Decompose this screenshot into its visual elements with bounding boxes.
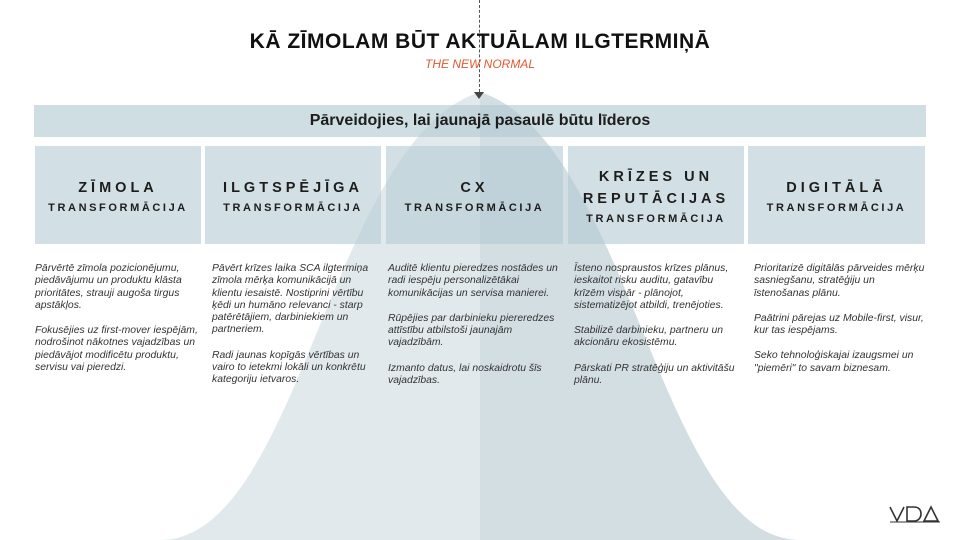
page-title: KĀ ZĪMOLAM BŪT AKTUĀLAM ILGTERMIŅĀ [249, 30, 711, 53]
column-paragraph: Īsteno nospraustos krīzes plānus, ieskaitot risku auditu, gatavību krīzēm vispār - plānojot, sistematizējot atbildi, trenējoties. [574, 263, 729, 311]
column-paragraph: Prioritarizē digitālās pārveides mērķu sasniegšanu, stratēģiju un īstenošanas plānu. [754, 263, 925, 299]
card-heading: CX [460, 179, 489, 196]
column-paragraph: Paātrini pārejas uz Mobile-first, visur, kur tas iespējams. [754, 312, 924, 337]
card-crisis-reputation-transformation [568, 146, 744, 244]
card-subheading: TRANSFORMĀCIJA [586, 212, 726, 225]
column-brand-text [35, 263, 201, 387]
card-subheading: TRANSFORMĀCIJA [48, 201, 188, 214]
column-paragraph: Rūpējies par darbinieku piereredzes attīstību atbilstoši jaunajām vajadzībām. [388, 312, 555, 349]
vda-logo-icon [888, 504, 942, 524]
card-heading: ZĪMOLA [78, 179, 158, 196]
page-subtitle: THE NEW NORMAL [424, 57, 535, 71]
card-subheading: TRANSFORMĀCIJA [223, 201, 363, 214]
banner: Pārveidojies, lai jaunajā pasaulē būtu līderos [34, 105, 926, 137]
column-paragraph: Pārvērtē zīmola pozicionējumu, piedāvājumu un produktu klāsta prioritātes, strauji augoša tirgus apstākļos. [35, 263, 182, 311]
column-paragraph: Izmanto datus, lai noskaidrotu šīs vajadzības. [388, 362, 542, 387]
column-paragraph: Fokusējies uz first-mover iespējām, nodrošinot nākotnes vajadzības un piedāvājot modificētu produktu, servisu vai pieredzi. [35, 325, 198, 374]
column-paragraph: Auditē klientu pieredzes nostādes un radi iespēju personalizētākai komunikācijas un servisa manierei. [388, 263, 558, 299]
column-digital-text [754, 263, 926, 388]
card-digital-transformation [748, 146, 925, 244]
card-heading-line2: REPUTĀCIJAS [582, 190, 730, 207]
column-paragraph: Radi jaunas kopīgās vērtības un vairo to ietekmi lokāli un konkrētu kategoriju ietvaros. [212, 349, 366, 386]
column-paragraph: Seko tehnoloģiskajai izaugsmei un "piemēri" to savam biznesam. [754, 350, 914, 374]
card-subheading: TRANSFORMĀCIJA [404, 201, 545, 214]
column-paragraph: Pāvērt krīzes laika SCA ilgtermiņa zīmola mērķa komunikācijā un klientu iesaistē. Nostiprini vērtību ķēdi un humāno relevanci - starp patērētājiem, darbiniekiem un partneriem. [212, 263, 369, 336]
card-brand-transformation [35, 146, 201, 244]
arrow-down-icon [474, 90, 484, 100]
column-crisis-text [574, 263, 744, 400]
card-cx-transformation [386, 146, 563, 244]
column-sustainable-text [212, 263, 376, 400]
card-heading: KRĪZES UN [598, 168, 714, 185]
card-sustainable-transformation [205, 146, 381, 244]
card-heading: DIGITĀLĀ [786, 179, 887, 196]
column-cx-text [388, 263, 558, 400]
card-subheading: TRANSFORMĀCIJA [766, 201, 907, 214]
column-paragraph: Stabilizē darbinieku, partneru un akcionāru ekosistēmu. [574, 325, 724, 349]
card-heading: ILGTSPĒJĪGA [223, 179, 363, 196]
column-paragraph: Pārskati PR stratēģiju un aktivitāšu plānu. [574, 362, 735, 387]
